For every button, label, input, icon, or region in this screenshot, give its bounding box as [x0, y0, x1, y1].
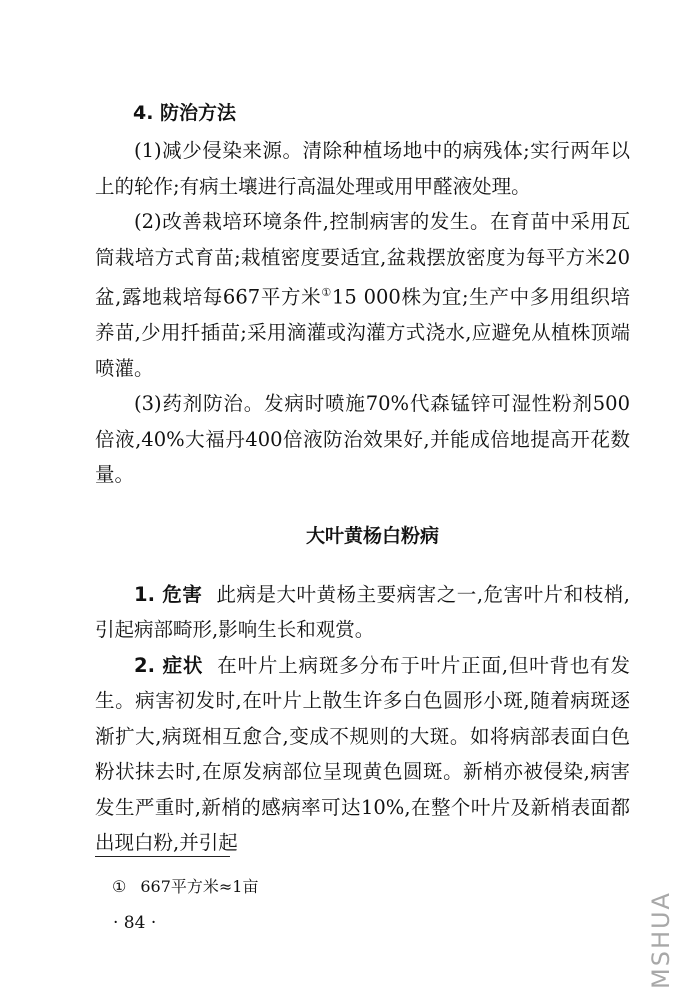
- paragraph-item-2-head: (2)改善栽培环境条件,控制病害的发生。在育苗中采用瓦筒栽培方式育苗;栽植密度要适宜,盆栽摆放密度为每平方米20盆,露地栽培每667平方米: [95, 210, 630, 309]
- footnote-mark: ①: [112, 877, 127, 896]
- symptom-label: 2. 症状: [134, 653, 204, 677]
- paragraph-item-1: (1)减少侵染来源。清除种植场地中的病残体;实行两年以上的轮作;有病土壤进行高温处理或用甲醛液处理。: [95, 139, 630, 198]
- section-heading: 4. 防治方法: [133, 102, 237, 124]
- watermark: [647, 882, 675, 997]
- footnote: [112, 876, 258, 898]
- footnote-divider: [95, 856, 230, 857]
- symptom-paragraph: [95, 648, 630, 861]
- disease-title: 大叶黄杨白粉病: [305, 524, 439, 547]
- paragraph-item-2: [95, 204, 630, 386]
- paragraph-item-2-tail: 15 000株为宜;生产中多用组织培养苗,少用扦插苗;采用滴灌或沟灌方式浇水,应避免从植株顶端喷灌。: [95, 285, 630, 380]
- footnote-reference: ①: [321, 286, 332, 299]
- paragraph-item-3: (3)药剂防治。发病时喷施70%代森锰锌可湿性粉剂500倍液,40%大福丹400倍液防治效果好,并能成倍地提高开花数量。: [95, 392, 630, 486]
- harm-label: 1. 危害: [134, 582, 203, 606]
- page-number: · 84 ·: [113, 913, 157, 933]
- footnote-text: 667平方米≈1亩: [140, 877, 259, 896]
- harm-text: 此病是大叶黄杨主要病害之一,危害叶片和枝梢,引起病部畸形,影响生长和观赏。: [95, 582, 630, 641]
- watermark-text: MSHUA: [647, 890, 675, 989]
- harm-paragraph: [95, 577, 630, 648]
- symptom-text: 在叶片上病斑多分布于叶片正面,但叶背也有发生。病害初发时,在叶片上散生许多白色圆形小斑,随着病斑逐渐扩大,病斑相互愈合,变成不规则的大斑。如将病部表面白色粉状抹去时,在原发病部位呈现黄色圆斑。新梢亦被侵染,病害发生严重时,新梢的感病率可达10%,在整个叶片及新梢表面都出现白粉,并引起: [95, 653, 630, 854]
- page-content: [95, 95, 630, 861]
